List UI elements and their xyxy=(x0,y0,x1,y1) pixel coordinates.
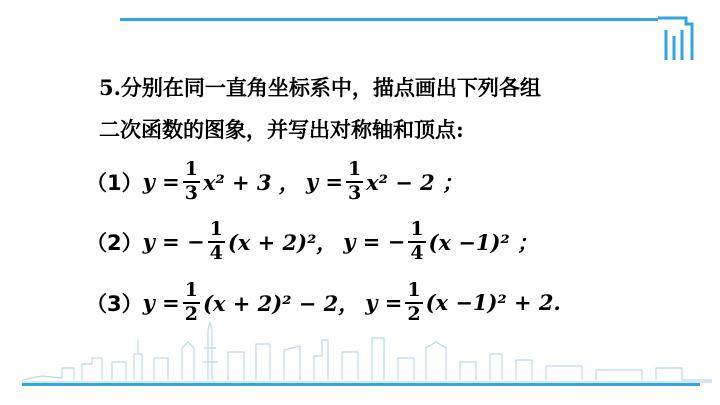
equation-rhs: x² + 3 ， xyxy=(202,169,300,195)
fraction-denominator: 3 xyxy=(184,181,198,204)
item-label: （3） xyxy=(86,291,143,316)
equation-rhs: x² − 2 ； xyxy=(366,169,464,195)
item-row-1 xyxy=(86,160,463,204)
equation-lhs: y = − xyxy=(142,229,205,255)
fraction-denominator: 4 xyxy=(209,241,223,264)
fraction-denominator: 2 xyxy=(407,302,421,325)
equation-rhs: (x + 2)²， xyxy=(227,229,338,255)
question-line-1 xyxy=(99,72,541,102)
equation-lhs: y = − xyxy=(343,229,406,255)
fraction-numerator: 1 xyxy=(407,279,421,301)
fraction-denominator: 2 xyxy=(184,302,198,325)
fraction-numerator: 1 xyxy=(410,218,424,240)
item-row-3 xyxy=(86,281,561,325)
building-logo-icon xyxy=(656,14,698,62)
fraction-denominator: 3 xyxy=(347,181,362,204)
fraction-numerator: 1 xyxy=(347,158,362,180)
question-line-2 xyxy=(99,114,464,144)
item-label: （1） xyxy=(86,170,143,195)
equation-rhs: (x −1)² ； xyxy=(428,229,538,255)
equation-lhs: y = xyxy=(365,290,403,316)
fraction xyxy=(405,281,422,325)
fraction xyxy=(346,160,363,204)
fraction-denominator: 4 xyxy=(410,241,424,264)
bottom-rule xyxy=(22,383,700,386)
equation-lhs: y = xyxy=(142,169,180,195)
fraction xyxy=(208,220,225,264)
equation-rhs: (x −1)² + 2. xyxy=(425,290,561,316)
city-skyline-decoration xyxy=(22,318,712,390)
fraction xyxy=(183,281,200,325)
fraction xyxy=(183,160,200,204)
fraction-numerator: 1 xyxy=(184,279,198,301)
top-rule xyxy=(120,18,658,21)
fraction xyxy=(408,220,425,264)
equation-lhs: y = xyxy=(142,290,180,316)
item-label: （2） xyxy=(86,230,143,255)
equation-rhs: (x + 2)² − 2， xyxy=(202,290,360,316)
question-text-2: 二次函数的图象，并写出对称轴和顶点: xyxy=(99,117,464,142)
fraction-numerator: 1 xyxy=(209,218,223,240)
question-text-1: 5.分别在同一直角坐标系中，描点画出下列各组 xyxy=(99,75,541,100)
item-row-2 xyxy=(86,220,538,264)
equation-lhs: y = xyxy=(305,169,343,195)
fraction-numerator: 1 xyxy=(184,158,198,180)
